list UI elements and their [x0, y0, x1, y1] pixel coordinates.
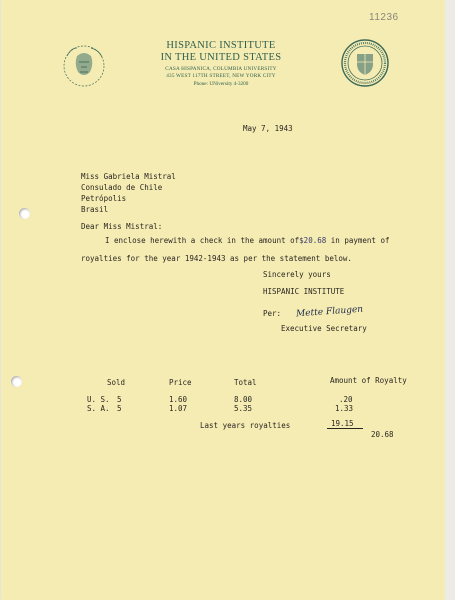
- institute-emblem-left: [59, 42, 109, 90]
- row2-sold: 5: [117, 404, 122, 413]
- header-total: Total: [234, 378, 257, 387]
- header-sold: Sold: [107, 378, 126, 387]
- recipient-line2: Consulado de Chile: [81, 183, 163, 192]
- sum-rule: [327, 428, 363, 429]
- recipient-name: Miss Gabriela Mistral: [81, 172, 176, 181]
- row1-royalty: .20: [339, 395, 353, 404]
- per-label: Per:: [263, 309, 282, 318]
- letterhead-name-line2: IN THE UNITED STATES: [160, 52, 282, 63]
- valediction: Sincerely yours: [263, 270, 331, 279]
- letterhead-address-line1: CASA HISPANICA, COLUMBIA UNIVERSITY: [165, 66, 277, 72]
- row1-price: 1.60: [169, 395, 188, 404]
- punch-hole-top: [19, 208, 30, 219]
- letterhead: [131, 40, 311, 89]
- row1-sold: 5: [117, 395, 122, 404]
- punch-hole-bottom: [11, 376, 22, 387]
- grand-total: 20.68: [371, 430, 394, 439]
- signatory-org: HISPANIC INSTITUTE: [263, 287, 345, 296]
- row2-price: 1.07: [169, 404, 188, 413]
- letterhead-name-line1: HISPANIC INSTITUTE: [166, 40, 276, 51]
- row2-royalty: 1.33: [335, 404, 354, 413]
- body-line1-post: in payment of: [330, 236, 390, 245]
- header-price: Price: [169, 378, 192, 387]
- recipient-line4: Brasil: [81, 205, 109, 214]
- letter-date: May 7, 1943: [243, 124, 293, 133]
- recipient-line3: Petrópolis: [81, 194, 127, 203]
- institute-seal-right: [340, 38, 390, 88]
- salutation: Dear Miss Mistral:: [81, 222, 163, 231]
- row2-total: 5.35: [234, 404, 253, 413]
- scan-margin: [445, 0, 455, 600]
- handwritten-signature: Mette Flaugen: [295, 304, 364, 320]
- body-line1: [105, 236, 389, 245]
- payment-amount: $20.68: [299, 236, 327, 245]
- signatory-title: Executive Secretary: [281, 324, 367, 333]
- header-royalty: Amount of Royalty: [330, 376, 407, 385]
- last-years-label: Last years royalties: [200, 421, 291, 430]
- letter-page: [1, 0, 445, 600]
- letterhead-address-line2: 435 WEST 117TH STREET, NEW YORK CITY: [166, 73, 276, 79]
- last-years-value: 19.15: [331, 419, 354, 428]
- body-line1-pre: I enclose herewith a check in the amount of: [105, 236, 300, 245]
- row1-total: 8.00: [234, 395, 253, 404]
- row1-region: U. S.: [87, 395, 110, 404]
- row2-region: S. A.: [87, 404, 110, 413]
- manuscript-number: 11236: [369, 12, 399, 23]
- letterhead-phone: Phone: UNiversity 4-3200: [193, 81, 249, 87]
- body-line2: royalties for the year 1942-1943 as per the statement below.: [81, 254, 352, 263]
